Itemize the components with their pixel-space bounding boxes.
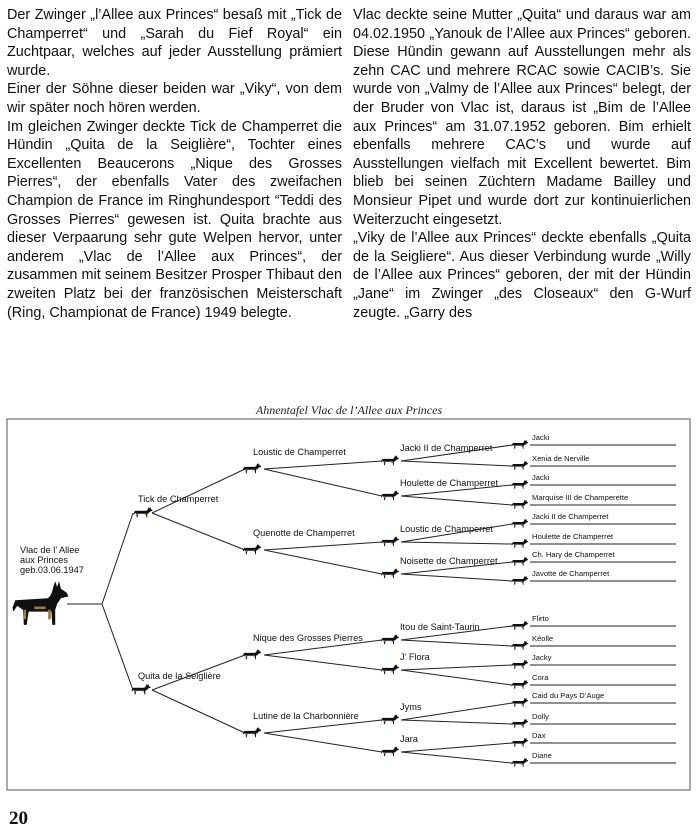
connector-line [401,752,512,763]
pedigree-name: Quenotte de Champerret [253,528,355,538]
pedigree-name: Lutine de la Charbonnière [253,711,359,721]
dog-icon [381,455,399,465]
connector-line [401,640,512,646]
pedigree-name: Kéolle [532,634,554,643]
connector-line [264,550,382,574]
connector-line [264,461,382,469]
pedigree-name: Caid du Pays D’Auge [532,691,605,700]
connector-line [152,469,245,513]
pedigree-name: Jara [400,734,418,744]
dog-icon [381,634,399,644]
dog-icon [512,621,529,630]
pedigree-name: Jacki [532,473,550,482]
pedigree-name: Cora [532,673,549,682]
pedigree-name: Tick de Champerret [138,494,219,504]
page-number: 20 [9,808,28,829]
pedigree-name: Quita de la Seiglière [138,671,221,681]
pedigree-name: J’ Flora [400,652,430,662]
dog-icon [512,539,529,548]
pedigree-name: Noisette de Champerret [400,556,498,566]
dog-icon [512,440,529,449]
pedigree-name: Loustic de Champerret [253,447,346,457]
dog-icon [512,500,529,509]
connector-line [401,574,512,581]
dog-icon [381,746,399,756]
pedigree-name: Dax [532,731,546,740]
pedigree-name: Ch. Hary de Champerret [532,550,615,559]
connector-line [401,461,512,466]
pedigree-frame [7,419,690,790]
connector-line [401,670,512,685]
paragraph: Einer der Söhne dieser beiden war „Viky“, von dem wir später noch hören werden. [7,81,342,116]
pedigree-name: Jacki II de Champerret [400,443,493,453]
pedigree-name: geb.03.06.1947 [20,565,84,575]
pedigree-name: Loustic de Champerret [400,524,493,534]
dog-icon [512,698,529,707]
dog-icon [512,480,529,489]
dog-icon [512,576,529,585]
dog-icon [512,557,529,566]
connector-line [152,513,245,550]
paragraph: Vlac deckte seine Mutter „Quita“ und daraus war am 04.02.1950 „Yanouk de l’Allee aux Princes“ geboren. Diese Hündin gewann auf Ausstellungen mehr als zehn CAC und mehrere RCAC sowie CACIB’s. Sie wurde von „Valmy de l’Allee aux Princes“ belegt, der der Bruder von Vlac ist, daraus ist „Bim de l’Allee aux Princes“ am 31.07.1952 geboren. Bim erhielt ebenfalls mehrere CAC’s und wurde auf Ausstellungen vielfach mit Excellent bewertet. Bim blieb bei seinen Züchtern Madame Bailley und Monsieur Pipet und wurde dort zur kontinuierlichen Weiterzucht eingesetzt. [353,7,691,228]
dog-icon [381,714,399,724]
dog-icon [512,738,529,747]
pedigree-name: Nique des Grosses Pierres [253,633,363,643]
connector-line [102,604,133,690]
pedigree-name: Flirto [532,614,549,623]
paragraph: „Viky de l’Allee aux Princes“ deckte ebenfalls „Quita de la Seigliere“. Aus dieser Verbindung wurde „Willy de l’Allee aux Princes“ geboren, der mit der Hündin „Jane“ im Zwinger „des Closeaux“ den G-Wurf zeugte. „Garry des [353,230,691,321]
pedigree-name: Diane [532,751,552,760]
connector-line [264,733,382,752]
dog-icon [512,660,529,669]
connector-line [401,720,512,724]
connector-line [401,542,512,544]
dog-icon [243,649,261,659]
dog-icon [381,490,399,500]
pedigree-name: Dolly [532,712,549,721]
dog-icon [381,536,399,546]
dog-icon [381,568,399,578]
dog-icon [133,507,152,518]
dog-icon [512,680,529,689]
pedigree-labels [20,433,628,760]
connector-line [264,469,382,496]
dog-icon [512,461,529,470]
dog-icon [243,463,261,473]
pedigree-name: Xenia de Nerville [532,454,590,463]
dog-icon [512,719,529,728]
pedigree-name: Jacky [532,653,552,662]
paragraph: Der Zwinger „l’Allee aux Princes“ besaß mit „Tick de Champerret“ und „Sarah du Fief Royal“ ein Zuchtpaar, welches auf jeder Ausstellung prämiert wurde. [7,7,342,79]
connector-line [264,655,382,670]
connector-line [264,720,382,733]
connector-line [401,743,512,752]
dog-icon [243,544,261,554]
connector-line [102,513,133,604]
paragraph: Im gleichen Zwinger deckte Tick de Champerret die Hündin „Quita de la Seiglière“, Tochter eines Excellenten Beaucerons „Nique des Grosses Pierres“, der ebenfalls Vater des zweifachen Champion de France im Ringhundesport “Teddi des Grosses Pierres“ gewesen ist. Quita brachte aus dieser Verpaarung sehr gute Welpen hervor, unter anderem „Vlac de l’Allee aux Princes“, der zusammen mit seinem Besitzer Prosper Thibaut den zweiten Platz bei der französischen Meisterschaft (Ring, Championat de France) 1949 belegte. [7,118,342,321]
dog-icon [512,758,529,767]
connector-line [264,542,382,550]
connector-line [401,665,512,670]
pedigree-name: Jacki [532,433,550,442]
dog-icon [243,727,261,737]
pedigree-name: aux Princes [20,555,69,565]
connector-line [401,496,512,505]
pedigree-name: Itou de Saint-Taurin [400,622,480,632]
pedigree-name: Jacki II de Champerret [532,512,609,521]
pedigree-name: Houlette de Champerret [532,532,614,541]
pedigree-name: Javotte de Champerret [532,569,610,578]
pedigree-name: Vlac de l’ Allee [20,545,80,555]
dog-icon [381,664,399,674]
dog-icon [512,641,529,650]
subject-dog-icon [12,581,68,625]
pedigree-name: Houlette de Champerret [400,478,499,488]
connector-line [152,690,245,733]
dog-icon [512,519,529,528]
pedigree-caption: Ahnentafel Vlac de l’Allee aux Princes [255,403,443,417]
dog-icon [131,684,150,695]
pedigree-name: Marquise III de Champerette [532,493,629,502]
pedigree-name: Jyms [400,702,422,712]
